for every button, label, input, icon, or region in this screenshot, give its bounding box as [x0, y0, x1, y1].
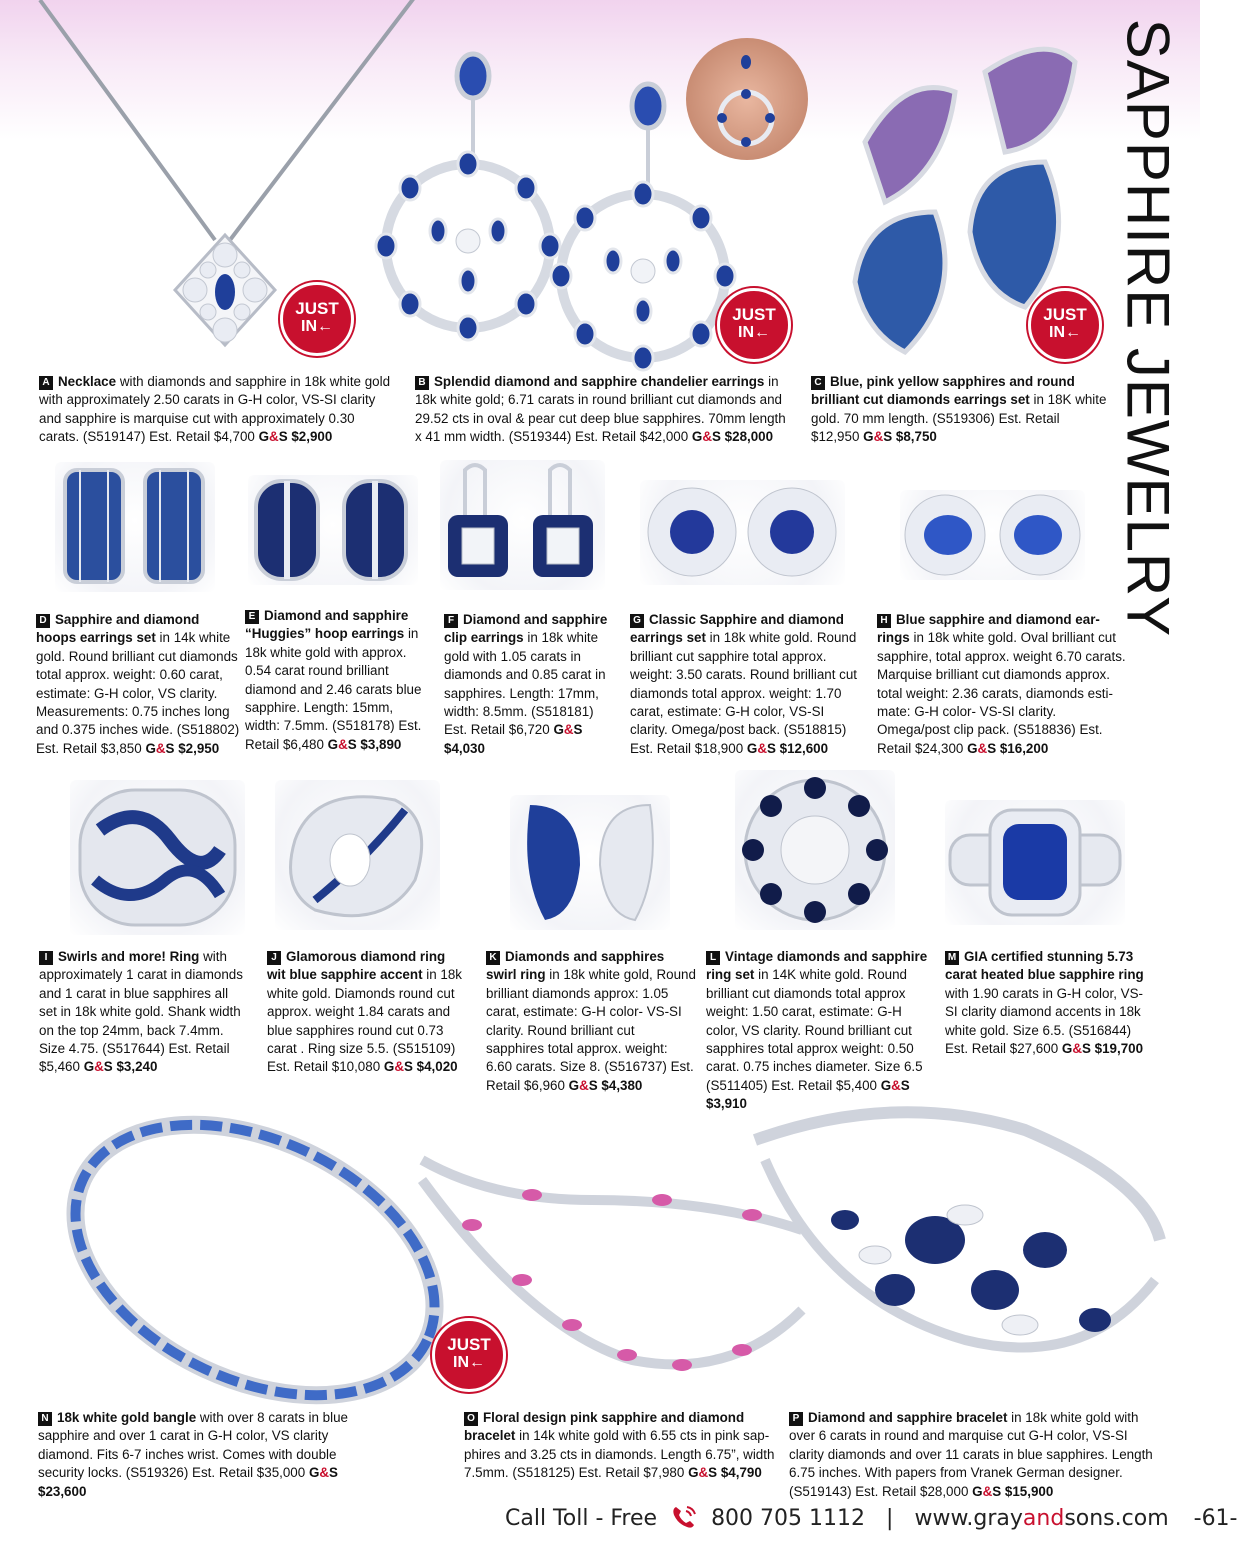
clip-earrings-image[interactable]: [440, 460, 605, 590]
item-f-description: F Diamond and sapphire clip earrings in 18k white gold with 1.05 carats in diamonds and 0.85 carat in sapphires. Length: 17mm, width: 8.5mm. (S518181) Est. Retail $6,720 G&S $4,030: [444, 612, 608, 756]
item-g-description: G Classic Sapphire and diamond earrings set in 18k white gold. Round brilliant cut sapphire total approx. weight: 3.50 carats. Round brilliant cut diamonds total approx. weight: 1.70 carat, estimate: G-H color, VS-SI clarity. Omega/post back. (S518815) Est. Retail $18,900 G&S $12,600: [630, 612, 858, 756]
item-b-description: B Splendid diamond and sapphire chandelier earrings in 18k white gold; 6.71 carats in round brilliant cut diamonds and 29.52 cts in oval & pear cut deep blue sapphires. 70mm length x 41 mm width. (S519344) Est. Retail $42,000 G&S $28,000: [415, 374, 786, 445]
huggie-earrings-image[interactable]: [248, 475, 418, 585]
item-i-description: I Swirls and more! Ring with approximately 1 carat in diamonds and 1 carat in blue sapphires all set in 18k white gold. Shank width on the top 24mm, back 7.4mm. Size 4.75. (S517644) Est. Retail $5,460 G&S $3,240: [39, 949, 243, 1075]
page-title: SAPPHIRE JEWELRY: [1114, 18, 1182, 638]
website-link[interactable]: www.grayandsons.com: [914, 1506, 1169, 1531]
item-h-description: H Blue sapphire and diamond ear-rings in 18k white gold. Oval brilliant cut sapphire, total approx. weight 6.70 carats. Marquise brilliant cut diamonds approx. total weight: 2.36 carats, diamonds esti-mate: G-H color- VS-SI clarity. Omega/post clip pack. (S518836) Est. Retail $24,300 G&S $16,200: [877, 612, 1126, 756]
swirl-ring-image[interactable]: [70, 780, 245, 935]
item-l-description: L Vintage diamonds and sapphire ring set in 14K white gold. Round brilliant cut diamonds total approx weight: 1.50 carat, estimate: G-H color, VS clarity. Round brilliant cut sapphires total approx weight: 0.50 carat. 0.75 inches diameter. Size 6.5 (S511405) Est. Retail $5,400 G&S $3,910: [706, 949, 928, 1112]
call-toll-free-label: Call Toll - Free: [505, 1506, 658, 1531]
glamorous-ring-image[interactable]: [275, 780, 440, 930]
item-p-description: P Diamond and sapphire bracelet in 18k white gold with over 6 carats in round and marquise cut G-H color, VS-SI clarity diamonds and over 11 carats in blue sapphires. Length 6.75 inches. With papers from Vranek German designer. (S519143) Est. Retail $28,000 G&S $15,900: [789, 1410, 1153, 1499]
item-n-description: N 18k white gold bangle with over 8 carats in blue sapphire and over 1 carat in G-H color, VS clarity diamond. Fits 6-7 inches wrist. Comes with double security locks. (S519326) Est. Retail $35,000 G&S $23,600: [38, 1410, 348, 1499]
model-photo-image[interactable]: [686, 38, 808, 160]
just-in-badge: JUST IN←: [717, 288, 791, 362]
item-m-description: M GIA certified stunning 5.73 carat heated blue sapphire ring with 1.90 carats in G-H color, VS-SI clarity diamond accents in 18k white gold. Size 6.5. (S516844) Est. Retail $27,600 G&S $19,700: [945, 949, 1144, 1057]
vintage-ring-image[interactable]: [735, 770, 895, 930]
phone-number[interactable]: 800 705 1112: [711, 1506, 866, 1531]
gia-ring-image[interactable]: [945, 800, 1125, 925]
footer: [505, 1504, 1238, 1540]
just-in-badge: JUST IN←: [1028, 288, 1102, 362]
item-e-description: E Diamond and sapphire “Huggies” hoop earrings in 18k white gold with approx. 0.54 carat round brilliant diamond and 2.46 carats blue sapphire. Length: 15mm, width: 7.5mm. (S518178) Est. Retail $6,480 G&S $3,890: [245, 608, 422, 752]
phone-icon: [670, 1504, 698, 1536]
item-j-description: J Glamorous diamond ring wit blue sapphire accent in 18k white gold. Diamonds round cut approx. weight 1.84 carats and blue sapphires round cut 0.73 carat . Ring size 5.5. (S515109) Est. Retail $10,080 G&S $4,020: [267, 949, 462, 1075]
diamond-sapphire-bracelet-image[interactable]: [745, 1100, 1170, 1400]
oval-sapphire-earrings-image[interactable]: [900, 490, 1085, 580]
item-k-description: K Diamonds and sapphires swirl ring in 18k white gold, Round brilliant diamonds approx: 1.05 carat, estimate: G-H color- VS-SI clarity. Round brilliant cut sapphires total approx. weight: 6.60 carats. Size 8. (S516737) Est. Retail $6,960 G&S $4,380: [486, 949, 696, 1093]
swirl-sapphire-ring-image[interactable]: [510, 795, 670, 930]
hoop-earrings-image[interactable]: [55, 462, 215, 592]
item-d-description: D Sapphire and diamond hoops earrings set in 14k white gold. Round brilliant cut diamonds total approx. weight: 0.60 carat, estimate: G-H color, VS clarity. Measurements: 0.75 inches long and 0.375 inches wide. (S518802) Est. Retail $3,850 G&S $2,950: [36, 612, 240, 756]
chandelier-earrings-image[interactable]: [378, 36, 738, 366]
footer-separator: |: [886, 1506, 894, 1531]
page-number: -61-: [1193, 1506, 1238, 1531]
item-c-description: C Blue, pink yellow sapphires and round brilliant cut diamonds earrings set in 18K white gold. 70 mm length. (S519306) Est. Retail $12,950 G&S $8,750: [811, 374, 1107, 445]
just-in-badge: JUST IN←: [280, 282, 354, 356]
item-a-description: A Necklace with diamonds and sapphire in 18k white gold with approximately 2.50 carats in G-H color, VS-SI clarity and sapphire is marquise cut with approximately 0.30 carats. (S519147) Est. Retail $4,700 G&S $2,900: [39, 374, 391, 445]
just-in-badge: JUST IN←: [432, 1318, 506, 1392]
classic-earrings-image[interactable]: [640, 480, 845, 585]
item-o-description: O Floral design pink sapphire and diamond bracelet in 14k white gold with 6.55 cts in pink sap-phires and 3.25 cts in diamonds. Length 6.75”, width 7.5mm. (S518125) Est. Retail $7,980 G&S $4,790: [464, 1410, 775, 1481]
